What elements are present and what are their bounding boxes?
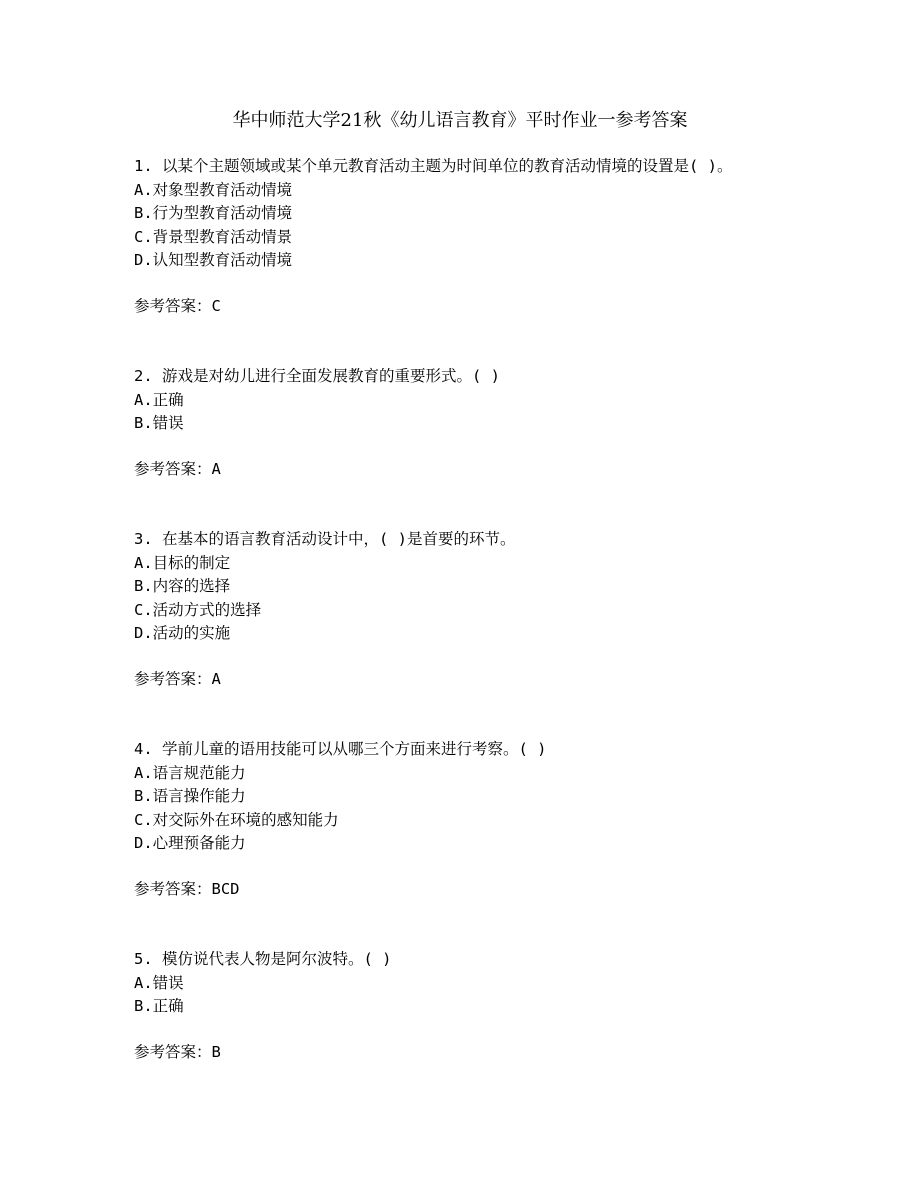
option-c: C.背景型教育活动情景 bbox=[134, 227, 293, 246]
question-4 bbox=[134, 738, 794, 901]
option-c: C.对交际外在环境的感知能力 bbox=[134, 810, 339, 829]
option-a: A.正确 bbox=[134, 390, 184, 409]
question-number: 1. bbox=[134, 157, 153, 175]
question-text: 在基本的语言教育活动设计中，( )是首要的环节。 bbox=[162, 530, 516, 548]
question-stem bbox=[134, 738, 794, 762]
answer-key: 参考答案：A bbox=[134, 669, 221, 688]
question-text: 游戏是对幼儿进行全面发展教育的重要形式。( ) bbox=[162, 367, 501, 385]
option-b: B.语言操作能力 bbox=[134, 787, 246, 805]
question-spacer bbox=[134, 691, 794, 738]
answer-key: 参考答案：B bbox=[134, 1042, 221, 1061]
question-stem bbox=[134, 948, 794, 972]
question-number: 2. bbox=[134, 367, 153, 385]
question-text: 模仿说代表人物是阿尔波特。( ) bbox=[162, 950, 392, 968]
option-b: B.行为型教育活动情境 bbox=[134, 204, 293, 222]
question-3 bbox=[134, 528, 794, 691]
question-number: 4. bbox=[134, 740, 153, 758]
option-b: B.内容的选择 bbox=[134, 577, 231, 595]
option-d: D.活动的实施 bbox=[134, 624, 231, 642]
question-5 bbox=[134, 948, 794, 1064]
answer-key: 参考答案：A bbox=[134, 459, 221, 478]
option-d: D.认知型教育活动情境 bbox=[134, 251, 293, 269]
answer-key: 参考答案：BCD bbox=[134, 879, 240, 898]
question-1 bbox=[134, 155, 794, 318]
question-stem bbox=[134, 155, 794, 179]
question-number: 3. bbox=[134, 530, 153, 548]
question-stem bbox=[134, 365, 794, 389]
option-b: B.错误 bbox=[134, 414, 184, 432]
question-text: 以某个主题领域或某个单元教育活动主题为时间单位的教育活动情境的设置是( )。 bbox=[162, 157, 733, 175]
option-a: A.目标的制定 bbox=[134, 553, 231, 572]
question-spacer bbox=[134, 901, 794, 948]
question-spacer bbox=[134, 481, 794, 528]
questions-list bbox=[134, 155, 794, 1064]
question-text: 学前儿童的语用技能可以从哪三个方面来进行考察。( ) bbox=[162, 740, 547, 758]
option-a: A.对象型教育活动情境 bbox=[134, 180, 293, 199]
option-c: C.活动方式的选择 bbox=[134, 600, 262, 619]
question-spacer bbox=[134, 318, 794, 365]
option-b: B.正确 bbox=[134, 997, 184, 1015]
option-a: A.语言规范能力 bbox=[134, 763, 246, 782]
question-stem bbox=[134, 528, 794, 552]
answer-key: 参考答案：C bbox=[134, 296, 221, 315]
option-d: D.心理预备能力 bbox=[134, 834, 246, 852]
document-title: 华中师范大学21秋《幼儿语言教育》平时作业一参考答案 bbox=[232, 110, 688, 131]
question-2 bbox=[134, 365, 794, 481]
option-a: A.错误 bbox=[134, 973, 184, 992]
question-number: 5. bbox=[134, 950, 153, 968]
